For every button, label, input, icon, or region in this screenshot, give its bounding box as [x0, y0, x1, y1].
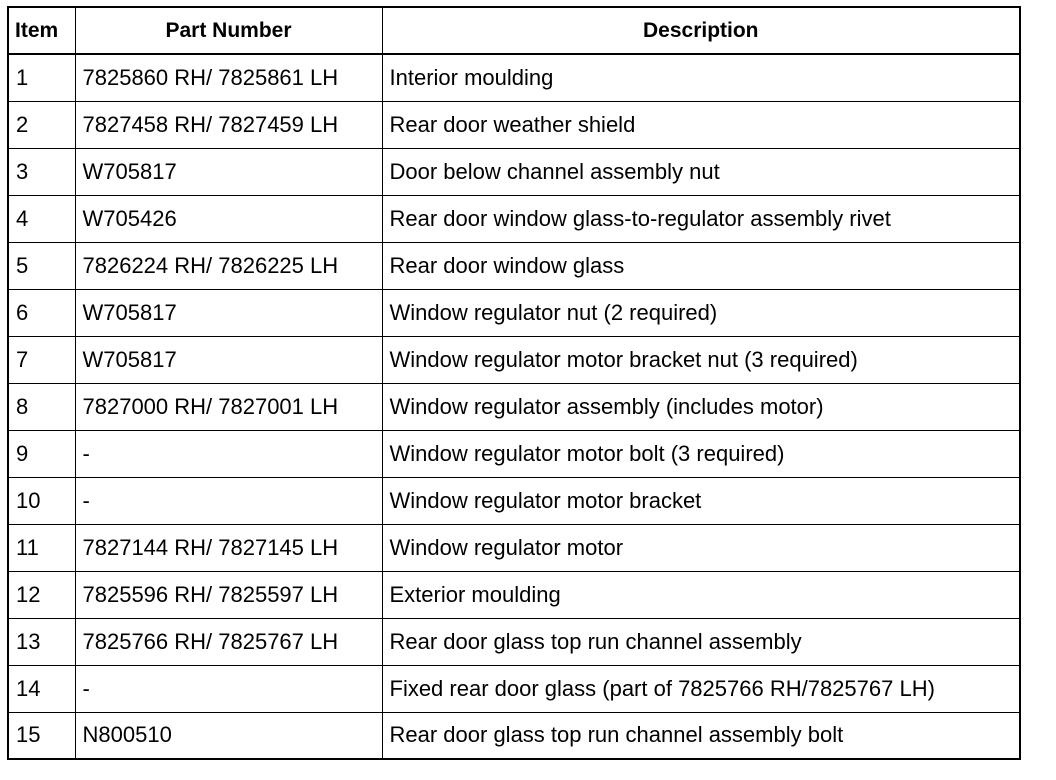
table-row	[8, 524, 1020, 571]
cell-description: Window regulator motor bracket nut (3 required)	[382, 336, 1020, 383]
table-row	[8, 383, 1020, 430]
cell-part-number: 7825860 RH/ 7825861 LH	[75, 54, 382, 101]
cell-part-number: W705817	[75, 336, 382, 383]
cell-item: 14	[8, 665, 75, 712]
cell-description: Window regulator motor bolt (3 required)	[382, 430, 1020, 477]
cell-item: 12	[8, 571, 75, 618]
table-header-row	[8, 7, 1020, 54]
cell-part-number: 7827458 RH/ 7827459 LH	[75, 101, 382, 148]
table-row	[8, 54, 1020, 101]
table-row	[8, 571, 1020, 618]
cell-part-number: 7825596 RH/ 7825597 LH	[75, 571, 382, 618]
cell-description: Window regulator motor bracket	[382, 477, 1020, 524]
cell-item: 3	[8, 148, 75, 195]
cell-description: Fixed rear door glass (part of 7825766 RH/7825767 LH)	[382, 665, 1020, 712]
cell-description: Interior moulding	[382, 54, 1020, 101]
cell-part-number: W705817	[75, 289, 382, 336]
cell-part-number: W705426	[75, 195, 382, 242]
cell-description: Rear door window glass-to-regulator assembly rivet	[382, 195, 1020, 242]
cell-item: 13	[8, 618, 75, 665]
cell-part-number: 7826224 RH/ 7826225 LH	[75, 242, 382, 289]
header-description: Description	[382, 7, 1020, 54]
cell-description: Exterior moulding	[382, 571, 1020, 618]
cell-item: 5	[8, 242, 75, 289]
table-row	[8, 336, 1020, 383]
cell-item: 2	[8, 101, 75, 148]
cell-item: 1	[8, 54, 75, 101]
table-row	[8, 101, 1020, 148]
cell-part-number: 7827144 RH/ 7827145 LH	[75, 524, 382, 571]
cell-description: Door below channel assembly nut	[382, 148, 1020, 195]
cell-part-number: -	[75, 665, 382, 712]
cell-description: Rear door glass top run channel assembly	[382, 618, 1020, 665]
cell-item: 15	[8, 712, 75, 759]
cell-part-number: -	[75, 477, 382, 524]
cell-description: Rear door glass top run channel assembly bolt	[382, 712, 1020, 759]
table-row	[8, 618, 1020, 665]
cell-description: Rear door window glass	[382, 242, 1020, 289]
cell-item: 4	[8, 195, 75, 242]
parts-table	[7, 6, 1021, 760]
table-row	[8, 242, 1020, 289]
table-row	[8, 289, 1020, 336]
cell-part-number: W705817	[75, 148, 382, 195]
table-row	[8, 712, 1020, 759]
header-item: Item	[8, 7, 75, 54]
cell-part-number: 7827000 RH/ 7827001 LH	[75, 383, 382, 430]
cell-item: 10	[8, 477, 75, 524]
table-row	[8, 430, 1020, 477]
table-row	[8, 477, 1020, 524]
cell-description: Window regulator nut (2 required)	[382, 289, 1020, 336]
cell-item: 11	[8, 524, 75, 571]
cell-item: 9	[8, 430, 75, 477]
cell-item: 6	[8, 289, 75, 336]
cell-part-number: N800510	[75, 712, 382, 759]
cell-part-number: 7825766 RH/ 7825767 LH	[75, 618, 382, 665]
cell-item: 7	[8, 336, 75, 383]
table-row	[8, 665, 1020, 712]
header-part-number: Part Number	[75, 7, 382, 54]
table-body	[8, 54, 1020, 759]
cell-description: Window regulator assembly (includes motor)	[382, 383, 1020, 430]
cell-item: 8	[8, 383, 75, 430]
cell-description: Rear door weather shield	[382, 101, 1020, 148]
cell-part-number: -	[75, 430, 382, 477]
table-row	[8, 148, 1020, 195]
cell-description: Window regulator motor	[382, 524, 1020, 571]
table-row	[8, 195, 1020, 242]
